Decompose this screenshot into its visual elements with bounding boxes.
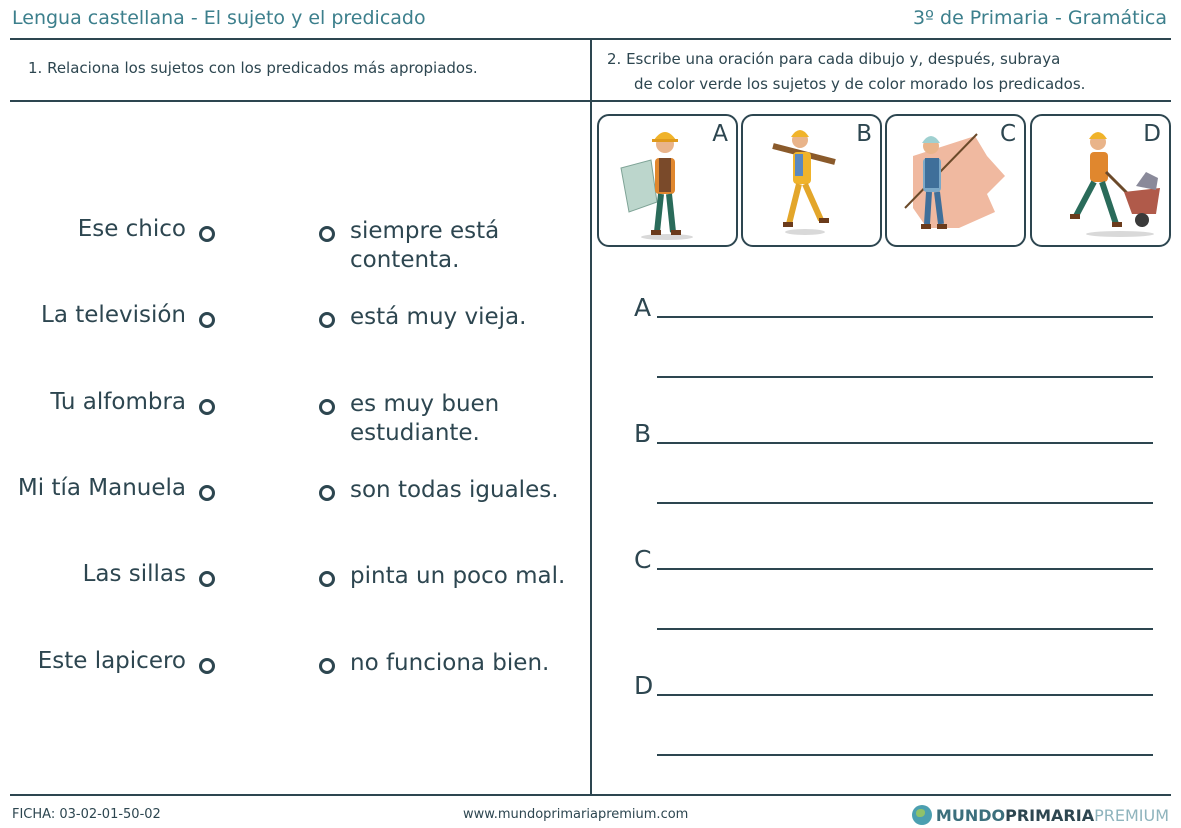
writing-line-letter: B	[634, 419, 652, 448]
predicate-item: está muy vieja.	[350, 304, 527, 330]
writing-line[interactable]	[657, 754, 1153, 756]
predicate-item: siempre está contenta.	[350, 218, 500, 273]
subject-connector-dot[interactable]	[199, 658, 215, 674]
predicate-item: no funciona bien.	[350, 650, 550, 676]
worksheet-grade: 3º de Primaria - Gramática	[912, 7, 1167, 29]
website-link[interactable]: www.mundoprimariapremium.com	[463, 807, 689, 822]
subject-connector-dot[interactable]	[199, 226, 215, 242]
card-letter: C	[999, 121, 1016, 147]
writing-line[interactable]	[657, 442, 1153, 444]
writing-line-letter: D	[634, 671, 654, 700]
predicate-item: son todas iguales.	[350, 477, 559, 503]
subject-connector-dot[interactable]	[199, 485, 215, 501]
subject-item: Las sillas	[82, 561, 186, 587]
predicate-connector-dot[interactable]	[319, 226, 335, 242]
logo-text-primaria: PRIMARIA	[1005, 805, 1095, 825]
exercise2-instruction-line1: 2. Escribe una oración para cada dibujo y, después, subraya	[607, 50, 1061, 68]
picture-card-c	[885, 114, 1026, 247]
predicate-connector-dot[interactable]	[319, 658, 335, 674]
brand-logo[interactable]	[912, 803, 1169, 827]
subject-connector-dot[interactable]	[199, 571, 215, 587]
picture-card-d	[1030, 114, 1171, 247]
writing-line[interactable]	[657, 628, 1153, 630]
subject-item: La televisión	[41, 302, 186, 328]
writing-line[interactable]	[657, 316, 1153, 318]
exercise1-instruction: 1. Relaciona los sujetos con los predicados más apropiados.	[28, 59, 478, 77]
worksheet-code: FICHA: 03-02-01-50-02	[12, 807, 161, 822]
writing-line[interactable]	[657, 376, 1153, 378]
writing-line-letter: C	[634, 545, 652, 574]
exercise2-instruction	[607, 47, 1167, 97]
writing-line[interactable]	[657, 694, 1153, 696]
subject-connector-dot[interactable]	[199, 399, 215, 415]
predicate-item: es muy buen estudiante.	[350, 391, 500, 446]
column-divider	[590, 38, 592, 795]
subject-item: Tu alfombra	[50, 389, 186, 415]
card-letter: B	[856, 121, 872, 147]
writing-line[interactable]	[657, 502, 1153, 504]
logo-text-mundo: MUNDO	[935, 805, 1006, 825]
card-letter: A	[712, 121, 728, 147]
subject-connector-dot[interactable]	[199, 312, 215, 328]
predicate-connector-dot[interactable]	[319, 571, 335, 587]
writing-line[interactable]	[657, 568, 1153, 570]
predicate-connector-dot[interactable]	[319, 312, 335, 328]
globe-icon	[912, 805, 932, 825]
logo-text-premium: PREMIUM	[1094, 805, 1169, 825]
card-letter: D	[1143, 121, 1161, 147]
writing-line-letter: A	[634, 293, 652, 322]
exercise2-instruction-line2: de color verde los sujetos y de color morado los predicados.	[634, 75, 1086, 93]
predicate-connector-dot[interactable]	[319, 399, 335, 415]
picture-card-b	[741, 114, 882, 247]
picture-card-a	[597, 114, 738, 247]
worksheet-title: Lengua castellana - El sujeto y el predicado	[12, 7, 426, 29]
subject-item: Ese chico	[77, 216, 186, 242]
predicate-connector-dot[interactable]	[319, 485, 335, 501]
subject-item: Este lapicero	[37, 648, 186, 674]
subject-item: Mi tía Manuela	[17, 475, 186, 501]
predicate-item: pinta un poco mal.	[350, 563, 566, 589]
